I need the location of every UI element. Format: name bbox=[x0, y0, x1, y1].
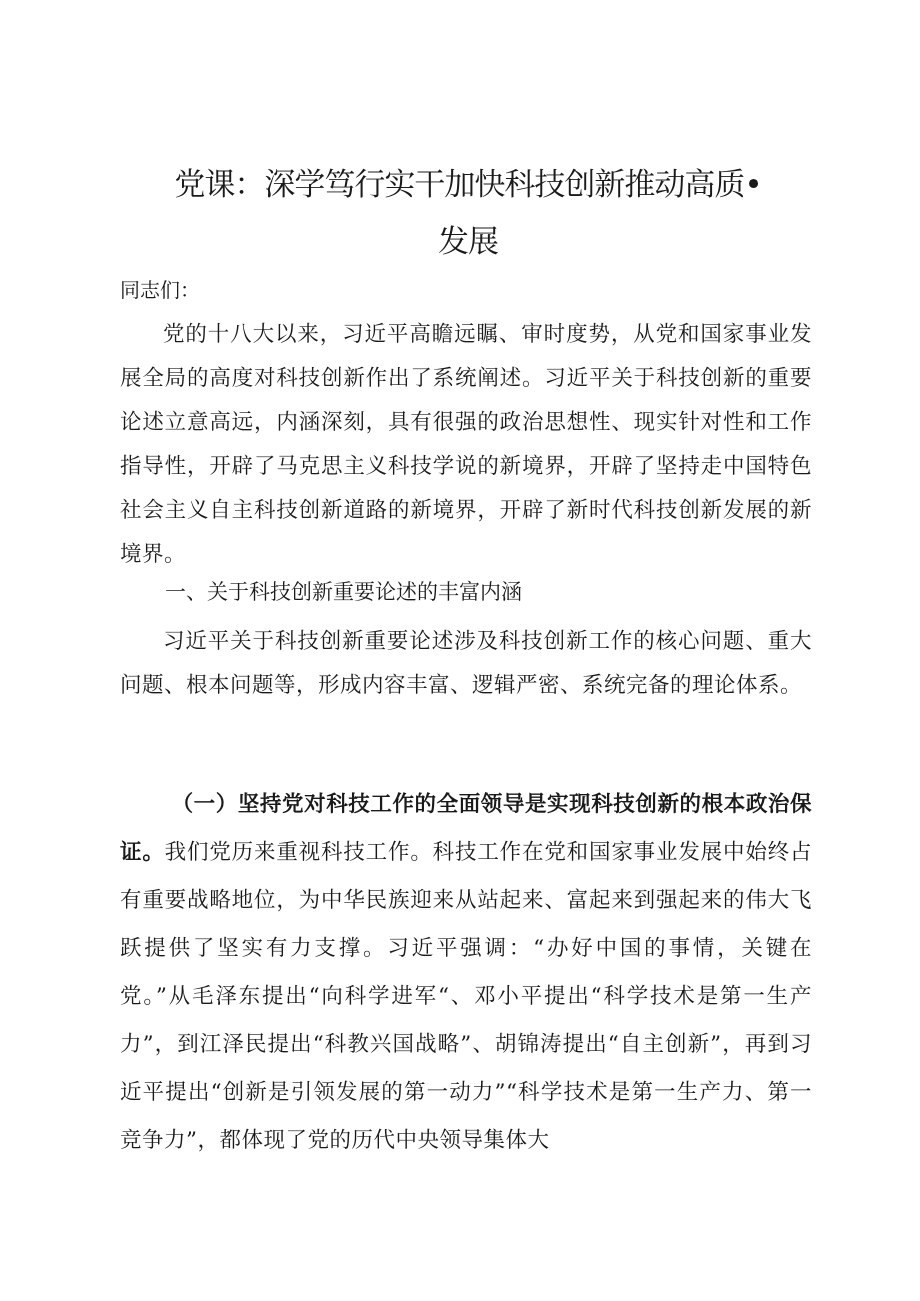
salutation: 同志们： bbox=[120, 278, 200, 302]
paragraph-section1-intro: 习近平关于科技创新重要论述涉及科技创新工作的核心问题、重大问题、根本问题等，形成内容丰富、逻辑严密、系统完备的理论体系。 bbox=[120, 629, 812, 698]
document-title-line2: 发展 bbox=[438, 224, 498, 260]
paragraph-subsection-1 bbox=[120, 781, 812, 1165]
subsection-1-lead: （一）坚持党对科技工作的全面领导是实现科技创新的根本政治保证。 bbox=[120, 792, 812, 865]
section-heading-1: 一、关于科技创新重要论述的丰富内涵 bbox=[165, 580, 522, 604]
document-title-line1: 党课：深学笃行实干加快科技创新推动高质• bbox=[174, 167, 762, 203]
paragraph-intro: 党的十八大以来，习近平高瞻远瞩、审时度势，从党和国家事业发展全局的高度对科技创新作出了系统阐述。习近平关于科技创新的重要论述立意高远，内涵深刻，具有很强的政治思想性、现实针对性和工作指导性，开辟了马克思主义科技学说的新境界，开辟了坚持走中国特色社会主义自主科技创新道路的新境界，开辟了新时代科技创新发展的新境界。 bbox=[120, 322, 812, 567]
subsection-1-body: 我们党历来重视科技工作。科技工作在党和国家事业发展中始终占有重要战略地位，为中华民族迎来从站起来、富起来到强起来的伟大飞跃提供了坚实有力支撑。习近平强调：“办好中国的事情，关键在党。”从毛泽东提出“向科学进军“、邓小平提出“科学技术是第一生产力”，到江泽民提出“科教兴国战略”、胡锦涛提出“自主创新”，再到习近平提出“创新是引领发展的第一动力”“科学技术是第一生产力、第一竞争力”，都体现了党的历代中央领导集体大 bbox=[120, 840, 812, 1153]
